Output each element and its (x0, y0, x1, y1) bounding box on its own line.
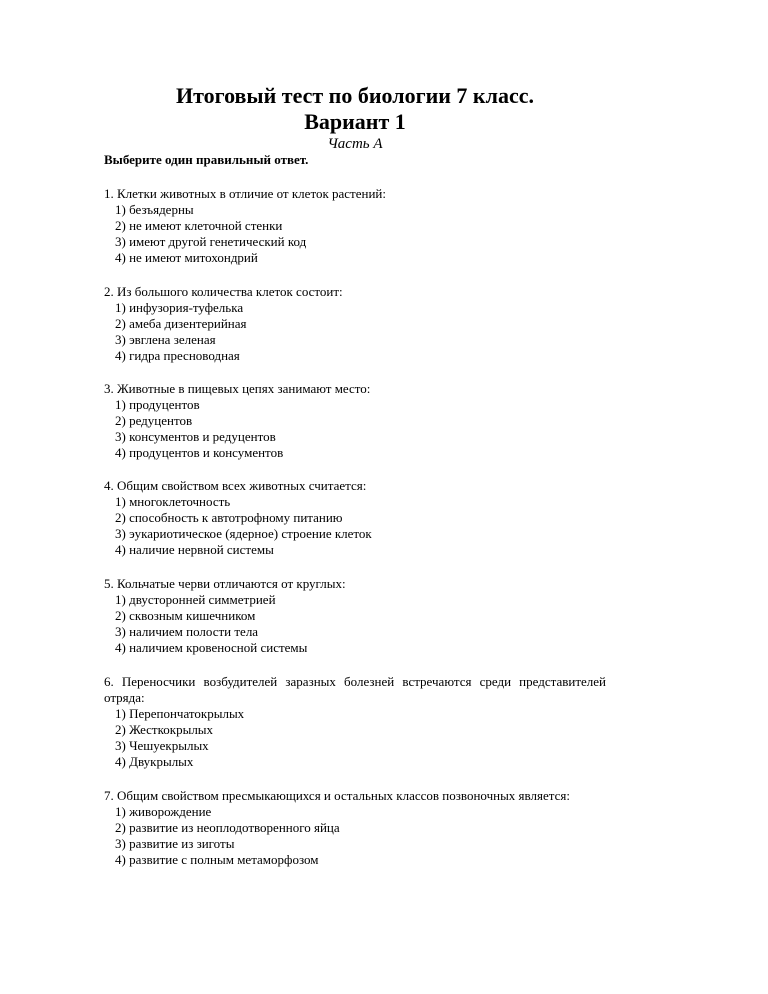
answer-option: 2) Жесткокрылых (115, 722, 214, 737)
question-5 (104, 576, 606, 656)
question-text: 4. Общим свойством всех животных считается: (104, 478, 367, 493)
answer-option: 1) продуцентов (115, 397, 200, 412)
question-1 (104, 186, 606, 266)
answer-option: 2) редуцентов (115, 413, 193, 428)
test-title: Итоговый тест по биологии 7 класс. (176, 83, 534, 108)
answer-option: 3) имеют другой генетический код (115, 234, 307, 249)
answer-option: 1) живорождение (115, 804, 212, 819)
question-text: 6. Переносчики возбудителей заразных болезней встречаются среди представителей отряда: (104, 674, 606, 705)
question-text: 2. Из большого количества клеток состоит: (104, 284, 343, 299)
answer-option: 4) Двукрылых (115, 754, 194, 769)
answer-option: 2) способность к автотрофному питанию (115, 510, 343, 525)
answer-option: 1) многоклеточность (115, 494, 231, 509)
answer-option: 2) не имеют клеточной стенки (115, 218, 283, 233)
answer-option: 4) продуцентов и консументов (115, 445, 284, 460)
answer-option: 2) амеба дизентерийная (115, 316, 247, 331)
answer-option: 3) наличием полости тела (115, 624, 259, 639)
question-text: 3. Животные в пищевых цепях занимают место: (104, 381, 371, 396)
question-text: 1. Клетки животных в отличие от клеток растений: (104, 186, 386, 201)
answer-option: 4) гидра пресноводная (115, 348, 240, 363)
question-text: 5. Кольчатые черви отличаются от круглых: (104, 576, 346, 591)
answer-option: 1) безъядерны (115, 202, 194, 217)
question-6 (104, 674, 606, 770)
answer-option: 3) Чешуекрылых (115, 738, 209, 753)
answer-option: 4) не имеют митохондрий (115, 250, 258, 265)
answer-option: 3) консументов и редуцентов (115, 429, 276, 444)
answer-option: 1) Перепончатокрылых (115, 706, 245, 721)
answer-option: 3) эвглена зеленая (115, 332, 216, 347)
answer-option: 1) двусторонней симметрией (115, 592, 276, 607)
answer-option: 4) наличие нервной системы (115, 542, 274, 557)
answer-option: 2) сквозным кишечником (115, 608, 256, 623)
answer-option: 2) развитие из неоплодотворенного яйца (115, 820, 340, 835)
question-3 (104, 381, 606, 461)
answer-option: 3) эукариотическое (ядерное) строение клеток (115, 526, 372, 541)
answer-option: 1) инфузория-туфелька (115, 300, 244, 315)
instruction-text: Выберите один правильный ответ. (104, 152, 309, 167)
question-2 (104, 284, 606, 364)
question-text: 7. Общим свойством пресмыкающихся и остальных классов позвоночных является: (104, 788, 570, 803)
part-label: Часть А (327, 136, 383, 152)
variant-title: Вариант 1 (304, 109, 406, 134)
question-7 (104, 788, 606, 868)
answer-option: 3) развитие из зиготы (115, 836, 235, 851)
answer-option: 4) наличием кровеносной системы (115, 640, 308, 655)
question-4 (104, 478, 606, 558)
answer-option: 4) развитие с полным метаморфозом (115, 852, 319, 867)
